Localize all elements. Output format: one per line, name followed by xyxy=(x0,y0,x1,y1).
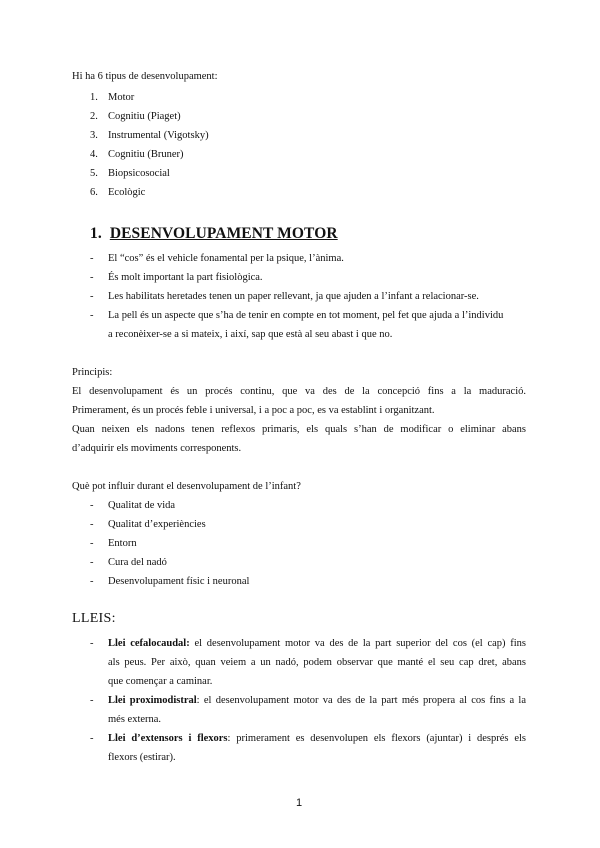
bullet-dash: - xyxy=(90,695,94,706)
bullet-dash: - xyxy=(90,538,94,549)
llei-term: Llei proximodistral xyxy=(108,695,197,706)
list-text: Biopsicosocial xyxy=(108,168,170,179)
bullet-text: La pell és un aspecte que s’ha de tenir en compte en tot moment, pel fet que ajuda a l’individu xyxy=(108,310,504,321)
llei-term: Llei d’extensors i flexors xyxy=(108,733,228,744)
page-number: 1 xyxy=(296,797,303,809)
bullet-text: Qualitat d’experiències xyxy=(108,519,206,530)
list-text: Cognitiu (Piaget) xyxy=(108,111,181,122)
bullet-dash: - xyxy=(90,733,94,744)
llei-line: flexors (estirar). xyxy=(108,752,176,763)
llei-line: més externa. xyxy=(108,714,162,725)
bullet-text: És molt important la part fisiològica. xyxy=(108,272,263,283)
llei-line: que començar a caminar. xyxy=(108,676,213,687)
list-number: 1. xyxy=(90,92,98,103)
bullet-text: Qualitat de vida xyxy=(108,500,176,511)
bullet-dash: - xyxy=(90,500,94,511)
llei-line xyxy=(108,729,526,748)
intro-text: Hi ha 6 tipus de desenvolupament: xyxy=(72,71,218,82)
bullet-text: El “cos” és el vehicle fonamental per la psique, l’ànima. xyxy=(108,253,344,264)
section-number: 1. xyxy=(90,225,102,242)
bullet-dash: - xyxy=(90,638,94,649)
principis-line: El desenvolupament és un procés continu, que va des de la concepció fins a la maduració. xyxy=(72,386,526,397)
llei-term: Llei cefalocaudal: xyxy=(108,638,190,649)
section-heading xyxy=(90,225,338,243)
llei-text: : el desenvolupament motor va des de la part més propera al cos fins a la xyxy=(196,695,527,706)
bullet-text: Les habilitats heretades tenen un paper rellevant, ja que ajuden a l’infant a relacionar-se. xyxy=(108,291,479,302)
list-number: 6. xyxy=(90,187,98,198)
bullet-text: Cura del nadó xyxy=(108,557,167,568)
llei-line: als peus. Per això, quan veiem a un nadó, podem observar que manté el seu cap dret, abans xyxy=(108,657,526,668)
bullet-text-continued: a reconèixer-se a si mateix, i així, sap que està al seu abast i que no. xyxy=(108,329,393,340)
influir-question: Què pot influir durant el desenvolupament de l’infant? xyxy=(72,481,301,492)
principis-line: d’adquirir els moviments corresponents. xyxy=(72,443,242,454)
llei-text: : primerament es desenvolupen els flexors (ajuntar) i després els xyxy=(227,733,526,744)
bullet-dash: - xyxy=(90,253,94,264)
list-number: 2. xyxy=(90,111,98,122)
bullet-dash: - xyxy=(90,557,94,568)
list-text: Motor xyxy=(108,92,135,103)
principis-line: Primerament, és un procés feble i universal, i a poc a poc, es va establint i organitzant. xyxy=(72,405,435,416)
bullet-dash: - xyxy=(90,291,94,302)
llei-line xyxy=(108,691,526,710)
section-title: DESENVOLUPAMENT MOTOR xyxy=(109,225,338,242)
bullet-dash: - xyxy=(90,519,94,530)
bullet-dash: - xyxy=(90,272,94,283)
list-text: Ecològic xyxy=(108,187,146,198)
bullet-dash: - xyxy=(90,576,94,587)
principis-label: Principis: xyxy=(72,367,113,378)
list-number: 4. xyxy=(90,149,98,160)
principis-line: Quan neixen els nadons tenen reflexos primaris, els quals s’han de modificar o eliminar abans xyxy=(72,424,526,435)
list-text: Cognitiu (Bruner) xyxy=(108,149,184,160)
list-text: Instrumental (Vigotsky) xyxy=(108,130,209,141)
bullet-dash: - xyxy=(90,310,94,321)
llei-line xyxy=(108,634,526,653)
bullet-text: Entorn xyxy=(108,538,137,549)
lleis-heading: LLEIS: xyxy=(72,611,116,626)
llei-text: el desenvolupament motor va des de la part superior del cos (el cap) fins xyxy=(189,638,526,649)
list-number: 3. xyxy=(90,130,98,141)
bullet-text: Desenvolupament físic i neuronal xyxy=(108,576,250,587)
list-number: 5. xyxy=(90,168,98,179)
